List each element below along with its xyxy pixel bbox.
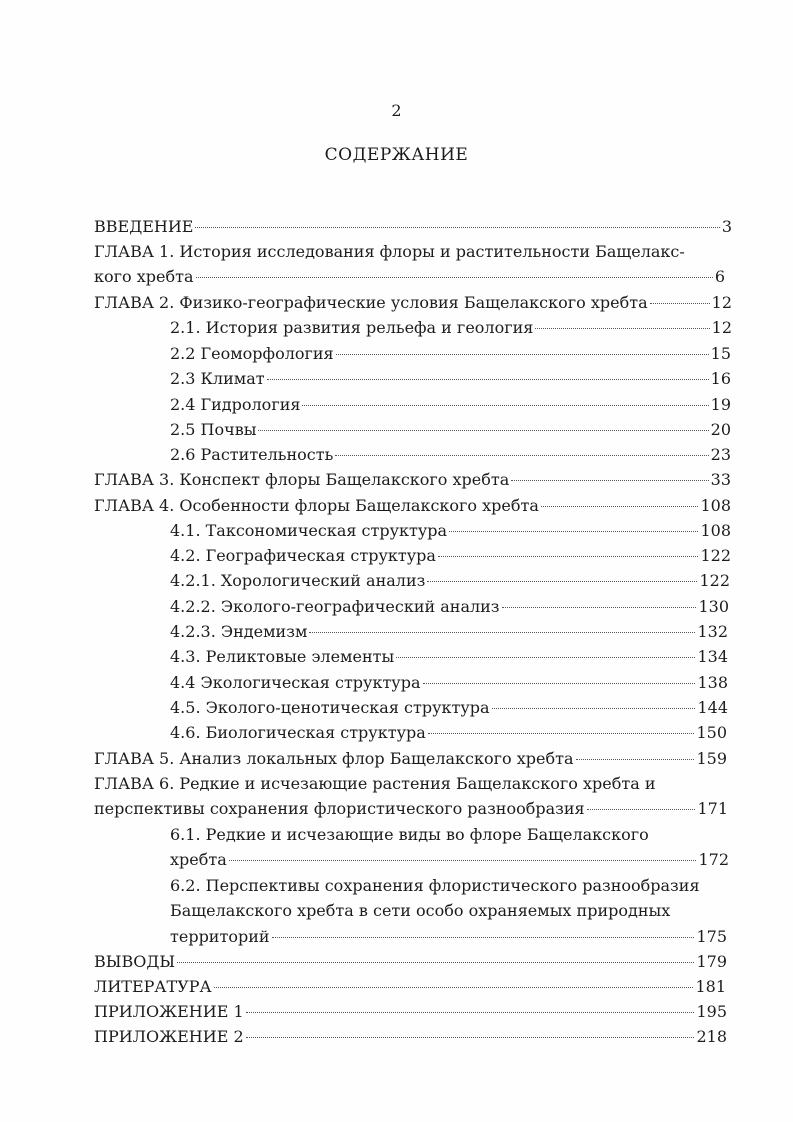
toc-entry-page: 159 <box>696 749 727 768</box>
toc-entry-2-3[interactable] <box>170 367 731 391</box>
toc-entry-page: 150 <box>696 723 727 742</box>
dot-leader <box>302 405 708 406</box>
toc-entry-page: 19 <box>710 395 731 414</box>
toc-entry-appendix-1[interactable] <box>94 1000 727 1024</box>
toc-entry-4-5[interactable] <box>170 696 728 720</box>
toc-entry-page: 195 <box>696 1002 727 1021</box>
toc-entry-6-2-line1[interactable]: 6.2. Перспективы сохранения флористического разнообразия <box>170 876 700 895</box>
toc-entry-page: 20 <box>710 420 731 439</box>
dot-leader <box>309 632 695 633</box>
toc-entry-ch6-line1[interactable]: ГЛАВА 6. Редкие и исчезающие растения Бащелакского хребта и <box>94 774 656 793</box>
toc-entry-page: 138 <box>697 673 728 692</box>
toc-entry-title: территорий <box>170 927 270 946</box>
dot-leader <box>535 328 709 329</box>
toc-entry-page: 122 <box>699 571 730 590</box>
toc-entry-ch6[interactable] <box>94 797 728 821</box>
toc-entry-title: 4.6. Биологическая структура <box>170 723 426 742</box>
toc-entry-4-1[interactable] <box>170 519 731 543</box>
dot-leader <box>650 303 710 304</box>
toc-entry-page: 15 <box>710 344 731 363</box>
toc-entry-page: 16 <box>710 369 731 388</box>
toc-entry-title: ПРИЛОЖЕНИЕ 1 <box>94 1002 244 1021</box>
dot-leader <box>246 1012 695 1013</box>
dot-leader <box>177 962 694 963</box>
toc-entry-page: 33 <box>710 470 731 489</box>
toc-entry-title: ВВЕДЕНИЕ <box>94 217 194 236</box>
dot-leader <box>427 581 697 582</box>
toc-entry-2-5[interactable] <box>170 418 731 442</box>
toc-entry-title: ЛИТЕРАТУРА <box>94 977 212 996</box>
toc-entry-conclusions[interactable] <box>94 950 727 974</box>
toc-entry-title: ГЛАВА 2. Физико-географические условия Бащелакского хребта <box>94 293 648 312</box>
toc-entry-title: 4.5. Эколого-ценотическая структура <box>170 698 490 717</box>
toc-entry-title: 4.3. Реликтовые элементы <box>170 647 395 666</box>
toc-entry-ch1-line1[interactable]: ГЛАВА 1. История исследования флоры и растительности Бащелакс- <box>94 242 685 261</box>
toc-entry-title: 2.2 Геоморфология <box>170 344 334 363</box>
toc-entry-title: 4.2.2. Эколого-географический анализ <box>170 597 500 616</box>
toc-entry-title: перспективы сохранения флористического разнообразия <box>94 799 585 818</box>
toc-entry-2-2[interactable] <box>170 342 731 366</box>
dot-leader <box>428 733 695 734</box>
toc-entry-page: 12 <box>711 318 732 337</box>
toc-entry-title: 4.4 Экологическая структура <box>170 673 421 692</box>
toc-entry-2-4[interactable] <box>170 393 731 417</box>
toc-entry-4-3[interactable] <box>170 645 728 669</box>
toc-entry-literature[interactable] <box>94 975 726 999</box>
dot-leader <box>423 683 696 684</box>
dot-leader <box>246 1037 695 1038</box>
toc-entry-page: 108 <box>700 496 731 515</box>
dot-leader <box>196 277 713 278</box>
dot-leader <box>492 708 696 709</box>
toc-entry-title: 4.2.1. Хорологический анализ <box>170 571 426 590</box>
toc-entry-title: 2.3 Климат <box>170 369 265 388</box>
page-number: 2 <box>391 101 402 120</box>
toc-entry-ch1[interactable] <box>94 265 725 289</box>
toc-entry-6-1[interactable] <box>170 848 729 872</box>
toc-entry-title: ГЛАВА 3. Конспект флоры Бащелакского хребта <box>94 470 510 489</box>
toc-entry-4-6[interactable] <box>170 721 727 745</box>
dot-leader <box>438 556 699 557</box>
dot-leader <box>258 430 708 431</box>
toc-entry-page: 130 <box>698 597 729 616</box>
dot-leader <box>541 506 699 507</box>
toc-entry-page: 132 <box>697 622 728 641</box>
toc-entry-page: 122 <box>700 546 731 565</box>
toc-entry-title: 2.6 Растительность <box>170 445 334 464</box>
dot-leader <box>502 607 697 608</box>
toc-entry-page: 218 <box>696 1027 727 1046</box>
toc-entry-title: 4.2.3. Эндемизм <box>170 622 308 641</box>
toc-entry-page: 181 <box>695 977 726 996</box>
toc-entry-ch3[interactable] <box>94 468 731 492</box>
dot-leader <box>272 937 695 938</box>
toc-entry-title: ПРИЛОЖЕНИЕ 2 <box>94 1027 244 1046</box>
dot-leader <box>576 759 695 760</box>
toc-entry-page: 175 <box>696 927 727 946</box>
toc-entry-title: кого хребта <box>94 267 194 286</box>
toc-entry-2-1[interactable] <box>170 316 732 340</box>
toc-entry-page: 179 <box>696 952 727 971</box>
toc-entry-ch5[interactable] <box>94 747 727 771</box>
toc-entry-title: 2.1. История развития рельефа и геология <box>170 318 534 337</box>
toc-entry-4-2-1[interactable] <box>170 569 730 593</box>
toc-entry-title: ВЫВОДЫ <box>94 952 176 971</box>
dot-leader <box>396 657 695 658</box>
dot-leader <box>449 531 698 532</box>
toc-entry-title: 2.5 Почвы <box>170 420 257 439</box>
toc-entry-page: 172 <box>698 850 729 869</box>
toc-entry-page: 12 <box>711 293 732 312</box>
toc-entry-6-2[interactable] <box>170 925 727 949</box>
page-title: СОДЕРЖАНИЕ <box>324 145 469 165</box>
dot-leader <box>195 227 719 228</box>
dot-leader <box>229 860 697 861</box>
toc-entry-page: 144 <box>697 698 728 717</box>
toc-entry-title: ГЛАВА 5. Анализ локальных флор Бащелакского хребта <box>94 749 574 768</box>
dot-leader <box>214 987 694 988</box>
toc-entry-6-2-line2[interactable]: Бащелакского хребта в сети особо охраняемых природных <box>170 901 671 920</box>
toc-entry-title: 4.2. Географическая структура <box>170 546 436 565</box>
toc-entry-title: 2.4 Гидрология <box>170 395 301 414</box>
dot-leader <box>511 480 708 481</box>
toc-entry-page: 171 <box>697 799 728 818</box>
toc-entry-2-6[interactable] <box>170 443 731 467</box>
dot-leader <box>267 379 709 380</box>
toc-entry-page: 3 <box>721 217 732 236</box>
toc-entry-title: хребта <box>170 850 227 869</box>
toc-entry-6-1-line1[interactable]: 6.1. Редкие и исчезающие виды во флоре Бащелакского <box>170 825 649 844</box>
toc-entry-4-2-2[interactable] <box>170 595 729 619</box>
toc-entry-ch2[interactable] <box>94 291 732 315</box>
toc-entry-page: 108 <box>700 521 731 540</box>
dot-leader <box>336 354 709 355</box>
toc-entry-4-2-3[interactable] <box>170 620 728 644</box>
toc-entry-title: 4.1. Таксономическая структура <box>170 521 448 540</box>
dot-leader <box>335 455 708 456</box>
toc-entry-page: 6 <box>714 267 725 286</box>
dot-leader <box>587 809 696 810</box>
toc-entry-page: 134 <box>697 647 728 666</box>
toc-entry-intro[interactable] <box>94 215 732 239</box>
toc-entry-appendix-2[interactable] <box>94 1025 727 1049</box>
toc-entry-title: ГЛАВА 4. Особенности флоры Бащелакского хребта <box>94 496 539 515</box>
toc-entry-ch4[interactable] <box>94 494 731 518</box>
toc-entry-4-4[interactable] <box>170 671 728 695</box>
toc-entry-4-2[interactable] <box>170 544 731 568</box>
toc-entry-page: 23 <box>710 445 731 464</box>
